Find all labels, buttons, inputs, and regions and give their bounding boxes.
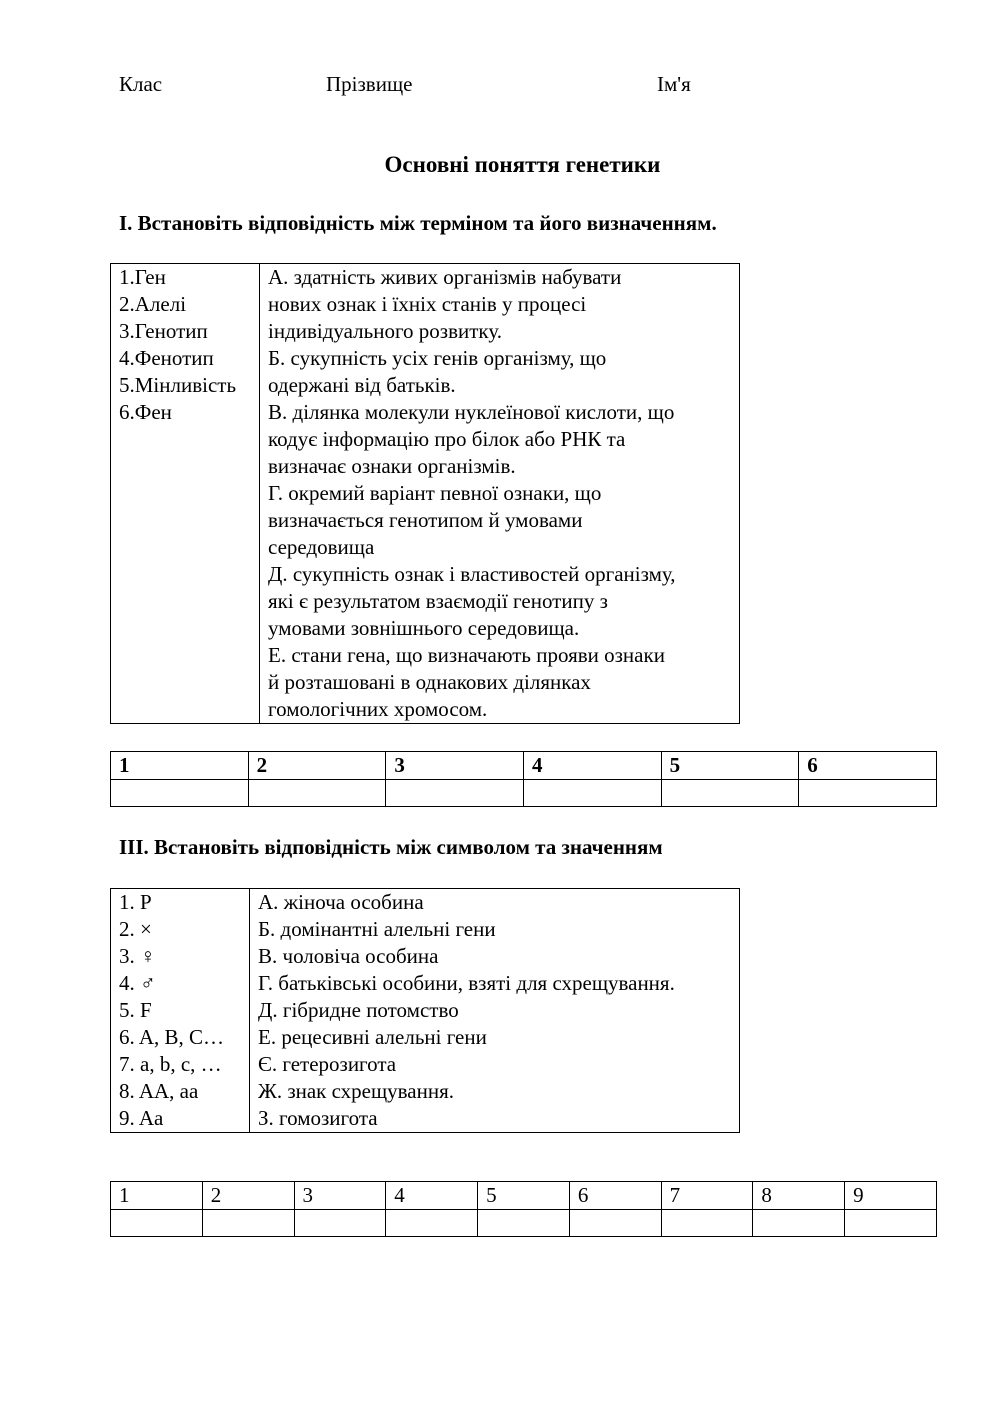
term-phene: 6.Фен — [119, 400, 172, 424]
answer-cell[interactable] — [111, 1210, 203, 1237]
name-label: Ім'я — [657, 72, 691, 96]
answer-header-cell: 6 — [569, 1182, 661, 1210]
answer-cell[interactable] — [661, 780, 799, 807]
answer-header-cell: 2 — [202, 1182, 294, 1210]
meanings-column — [250, 889, 740, 1133]
answer-cell[interactable] — [478, 1210, 570, 1237]
answer-header-cell: 5 — [661, 752, 799, 780]
definition-line: А. здатність живих організмів набувати — [268, 265, 622, 289]
meaning-item: Є. гетерозигота — [258, 1052, 397, 1076]
symbols-meanings-table — [110, 888, 740, 1133]
answer-header-cell: 8 — [753, 1182, 845, 1210]
definition-line: середовища — [268, 535, 375, 559]
definition-line: Г. окремий варіант певної ознаки, що — [268, 481, 602, 505]
symbol-item: 4. ♂ — [119, 971, 156, 995]
answer-cell[interactable] — [845, 1210, 937, 1237]
meaning-item: Ж. знак схрещування. — [258, 1079, 455, 1103]
answer-cell[interactable] — [294, 1210, 386, 1237]
meaning-item: Е. рецесивні алельні гени — [258, 1025, 487, 1049]
answer-header-cell: 1 — [111, 752, 249, 780]
definition-line: нових ознак і їхніх станів у процесі — [268, 292, 587, 316]
answer-cell[interactable] — [202, 1210, 294, 1237]
symbol-item: 3. ♀ — [119, 944, 156, 968]
symbol-item: 5. F — [119, 998, 152, 1022]
answer-cell[interactable] — [661, 1210, 753, 1237]
meaning-item: Д. гібридне потомство — [258, 998, 459, 1022]
class-label: Клас — [119, 72, 163, 96]
definition-line: Е. стани гена, що визначають прояви ознаки — [268, 643, 665, 667]
answer-header-cell: 4 — [523, 752, 661, 780]
term-genotype: 3.Генотип — [119, 319, 208, 343]
term-gene: 1.Ген — [119, 265, 166, 289]
definition-line: й розташовані в однакових ділянках — [268, 670, 591, 694]
surname-label: Прізвище — [326, 72, 413, 96]
term-variability: 5.Мінливість — [119, 373, 237, 397]
meaning-item: Б. домінантні алельні гени — [258, 917, 496, 941]
symbol-item: 8. AA, aa — [119, 1079, 199, 1103]
answer-header-cell: 1 — [111, 1182, 203, 1210]
meaning-item: Г. батьківські особини, взяті для схрещування. — [258, 971, 675, 995]
answer-header-cell: 3 — [294, 1182, 386, 1210]
symbol-item: 2. × — [119, 917, 152, 941]
answer-cell[interactable] — [569, 1210, 661, 1237]
section1-heading: I. Встановіть відповідність між терміном та його визначенням. — [119, 211, 717, 235]
answer-header-cell: 4 — [386, 1182, 478, 1210]
terms-column — [111, 264, 260, 724]
answer-header-cell: 2 — [248, 752, 386, 780]
answer-cell[interactable] — [523, 780, 661, 807]
definition-line: індивідуального розвитку. — [268, 319, 502, 343]
answer-header-cell: 9 — [845, 1182, 937, 1210]
answer-cell[interactable] — [111, 780, 249, 807]
answer-cell[interactable] — [248, 780, 386, 807]
term-alleles: 2.Алелі — [119, 292, 187, 316]
definition-line: В. ділянка молекули нуклеїнової кислоти, що — [268, 400, 675, 424]
answer-header-cell: 5 — [478, 1182, 570, 1210]
symbols-column — [111, 889, 250, 1133]
term-phenotype: 4.Фенотип — [119, 346, 214, 370]
answer-cell[interactable] — [753, 1210, 845, 1237]
symbol-item: 6. A, B, C… — [119, 1025, 225, 1049]
meaning-item: В. чоловіча особина — [258, 944, 439, 968]
symbol-item: 9. Aa — [119, 1106, 164, 1130]
answer-cell[interactable] — [386, 1210, 478, 1237]
terms-definitions-table — [110, 263, 740, 724]
page-title: Основні поняття генетики — [384, 152, 661, 177]
definition-line: визначає ознаки організмів. — [268, 454, 516, 478]
definitions-column — [260, 264, 740, 724]
answer-cell[interactable] — [799, 780, 937, 807]
section3-answer-table — [110, 1181, 937, 1237]
definition-line: одержані від батьків. — [268, 373, 456, 397]
definition-line: визначається генотипом й умовами — [268, 508, 583, 532]
definition-line: гомологічних хромосом. — [268, 697, 488, 721]
definition-line: які є результатом взаємодії генотипу з — [268, 589, 608, 613]
section1-answer-table — [110, 751, 937, 807]
answer-header-cell: 7 — [661, 1182, 753, 1210]
symbol-item: 1. P — [119, 890, 152, 914]
meaning-item: З. гомозигота — [258, 1106, 378, 1130]
meaning-item: А. жіноча особина — [258, 890, 424, 914]
definition-line: умовами зовнішнього середовища. — [268, 616, 580, 640]
definition-line: кодує інформацію про білок або РНК та — [268, 427, 626, 451]
symbol-item: 7. a, b, c, … — [119, 1052, 222, 1076]
answer-header-cell: 6 — [799, 752, 937, 780]
answer-cell[interactable] — [386, 780, 524, 807]
definition-line: Б. сукупність усіх генів організму, що — [268, 346, 607, 370]
definition-line: Д. сукупність ознак і властивостей організму, — [268, 562, 676, 586]
answer-header-cell: 3 — [386, 752, 524, 780]
section3-heading: III. Встановіть відповідність між символом та значенням — [119, 835, 663, 859]
